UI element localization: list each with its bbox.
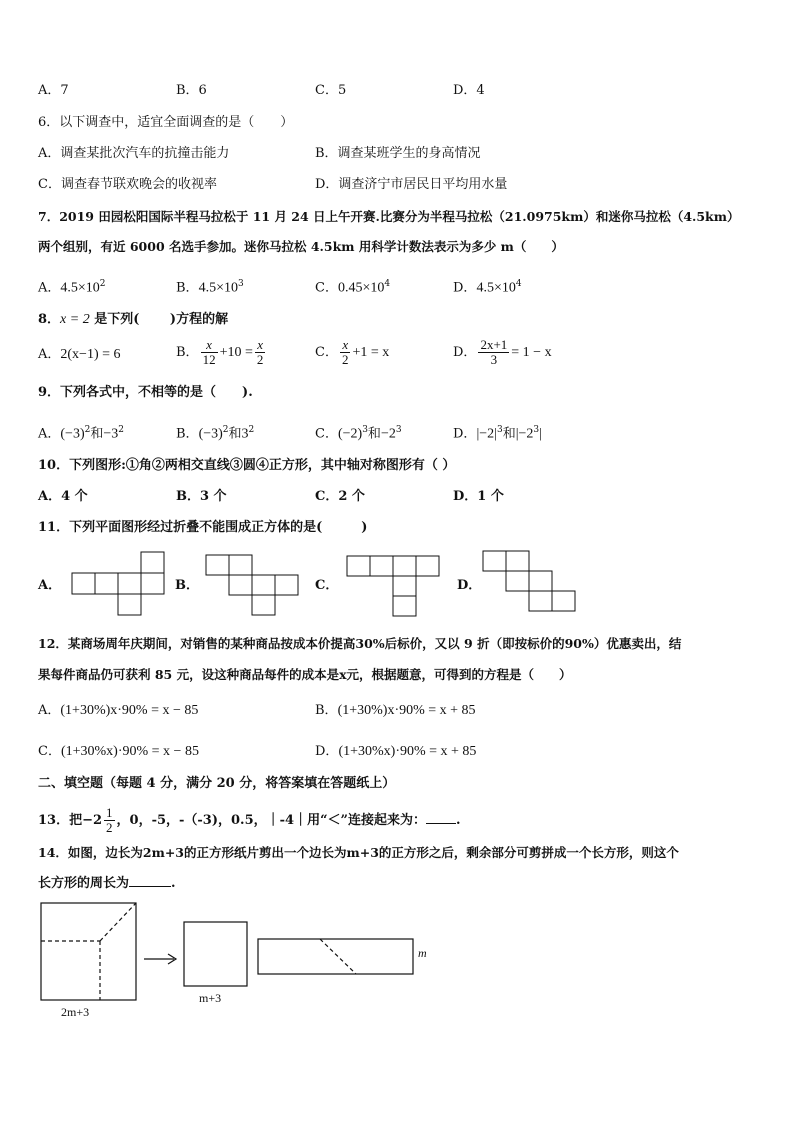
q9-stem: 9．下列各式中，不相等的是（ ). (38, 385, 253, 400)
q12-stem-line1: 12．某商场周年庆期间，对销售的某种商品按成本价提高30%后标价，又以 9 折（即按标价的90%）优惠卖出，结 (38, 636, 682, 651)
q9-option-c: C．$(-2)^3$和$-2^3$ (315, 425, 402, 442)
q8-option-b: B． $\frac{x}{12}$ +10 = $\frac{x}{2}$ (176, 337, 264, 367)
q14-stem-line1: 14．如图，边长为2m+3的正方形纸片剪出一个边长为m+3的正方形之后，剩余部分可剪拼成一个长方形，则这个 (38, 845, 679, 860)
q10-option-b: B．3 个 (176, 489, 227, 504)
q13-stem: 13．把−2 $\frac{1}{2}$ ，0，-5，-（-3)，0.5，｜-4｜用“＜”连接起来为： . (38, 805, 461, 835)
q10-option-a: A．4 个 (38, 489, 88, 504)
q5-option-b: B．6 (176, 83, 207, 98)
q14-stem-line2: 长方形的周长为 . (38, 876, 176, 891)
q11-net-c (347, 556, 447, 620)
q11-option-d-label: D． (457, 578, 482, 593)
q5-option-a: A．7 (38, 83, 69, 98)
q14-diagram (40, 902, 440, 1022)
q11-option-b-label: B． (175, 578, 199, 593)
q7-stem-line1: 7．2019 田园松阳国际半程马拉松于 11 月 24 日上午开赛.比赛分为半程马拉松（21.0975km）和迷你马拉松（4.5km） (38, 209, 740, 224)
q8-option-d: D． $\frac{2x+1}{3}$ = 1 − x (453, 337, 552, 367)
q12-stem-line2: 果每件商品仍可获利 85 元，设这种商品每件的成本是x元，根据题意，可得到的方程是（ ） (38, 667, 572, 682)
q11-stem: 11．下列平面图形经过折叠不能围成正方体的是( ) (38, 520, 368, 535)
q12-option-d: D．(1+30%x)·90% = x + 85 (315, 744, 477, 759)
q7-option-c: C．$0.45\times 10^4$ (315, 279, 391, 296)
result-rectangle (258, 939, 413, 974)
q6-option-d: D．调查济宁市居民日平均用水量 (315, 177, 508, 192)
q6-option-b: B．调查某班学生的身高情况 (315, 146, 481, 161)
q11-net-a (72, 552, 172, 616)
q9-option-a: A．$(-3)^2$和$-3^2$ (38, 425, 125, 442)
q12-option-a: A．(1+30%)x·90% = x − 85 (38, 703, 199, 718)
q9-option-b: B．$(-3)^2$和$3^2$ (176, 425, 255, 442)
q8-option-c: C． $\frac{x}{2}$ +1 = x (315, 337, 390, 367)
q13-answer-blank[interactable] (426, 811, 456, 824)
q5-option-c: C．5 (315, 83, 347, 98)
q11-option-c-label: C． (315, 578, 339, 593)
q7-option-a: A．$4.5\times 10^2$ (38, 279, 106, 296)
q8-option-a: A．2(x−1) = 6 (38, 347, 121, 362)
section-fill-in-title: 二、填空题（每题 4 分，满分 20 分，将答案填在答题纸上） (38, 776, 396, 791)
q11-net-b (206, 555, 306, 619)
q7-option-d: D．$4.5\times 10^4$ (453, 279, 522, 296)
q11-option-a-label: A． (38, 578, 62, 593)
q10-stem: 10．下列图形:①角②两相交直线③圆④正方形，其中轴对称图形有（ ） (38, 458, 456, 473)
q14-label-rect: m (418, 946, 427, 960)
q14-label-mid: m+3 (199, 991, 222, 1005)
q10-option-c: C．2 个 (315, 489, 365, 504)
q12-option-c: C．(1+30%x)·90% = x − 85 (38, 744, 199, 759)
middle-square (184, 922, 247, 986)
q12-option-b: B．(1+30%)x·90% = x + 85 (315, 703, 476, 718)
q9-option-d: D．$|-2|^3$和$|-2^3|$ (453, 425, 542, 442)
q8-stem: 8．x = 2 是下列( )方程的解 (38, 312, 229, 327)
q6-stem: 6．以下调查中，适宜全面调查的是（ ） (38, 115, 294, 130)
q6-option-a: A．调查某批次汽车的抗撞击能力 (38, 146, 230, 161)
q6-option-c: C．调查春节联欢晚会的收视率 (38, 177, 217, 192)
q14-answer-blank[interactable] (129, 874, 171, 887)
q7-stem-line2: 两个组别，有近 6000 名选手参加。迷你马拉松 4.5km 用科学计数法表示为多少 m（ ） (38, 239, 564, 254)
q7-option-b: B．$4.5\times 10^3$ (176, 279, 244, 296)
q10-option-d: D．1 个 (453, 489, 504, 504)
q11-net-d (483, 551, 583, 615)
q14-label-big: 2m+3 (61, 1005, 90, 1019)
q5-option-d: D．4 (453, 83, 485, 98)
